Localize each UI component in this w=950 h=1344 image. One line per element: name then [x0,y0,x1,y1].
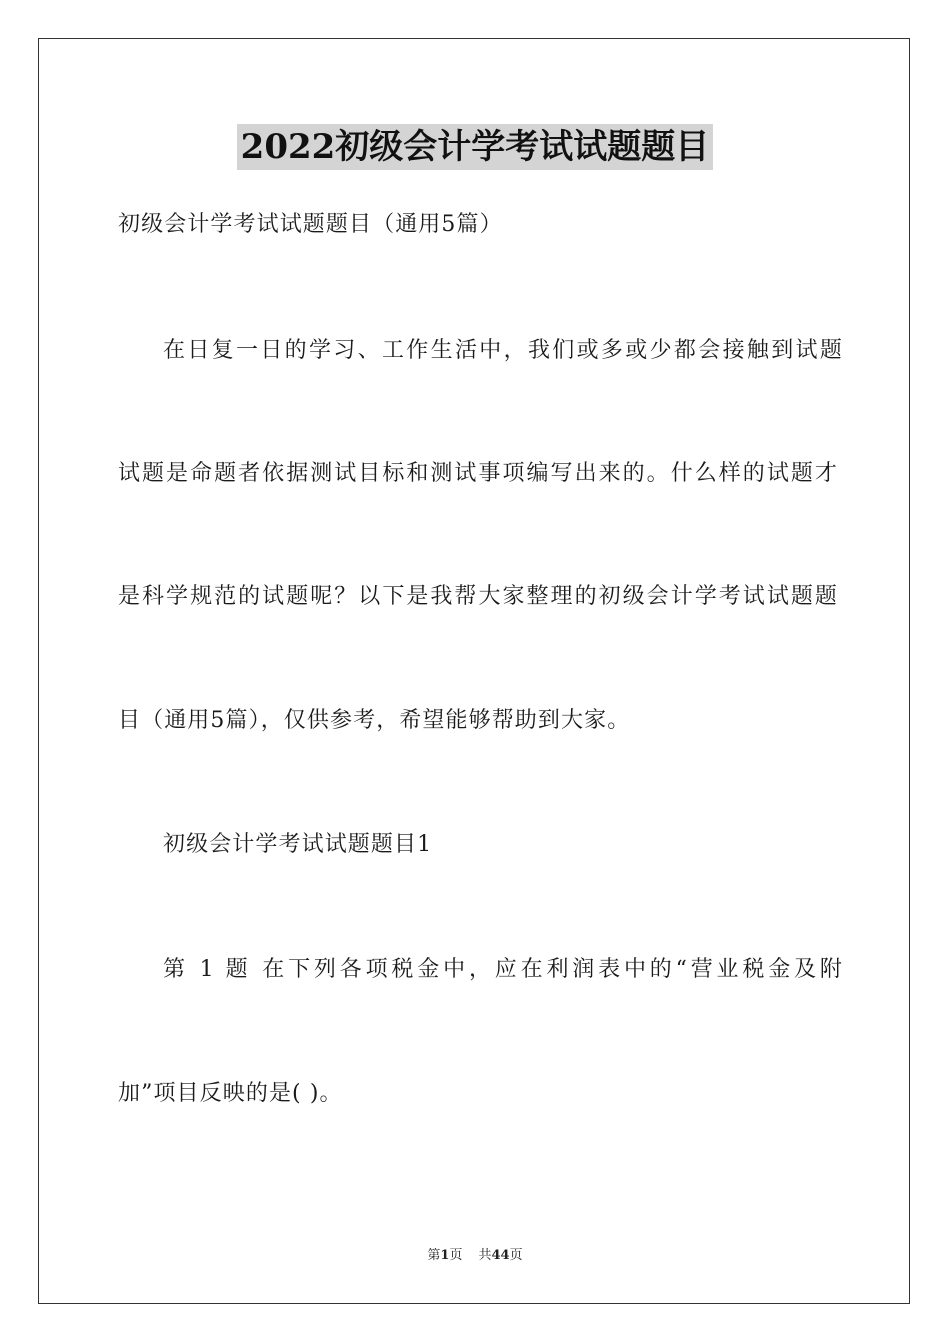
intro-line-1: 在日复一日的学习、工作生活中，我们或多或少都会接触到试题 [163,338,843,363]
intro-line-4: 目（通用5篇），仅供参考，希望能够帮助到大家。 [118,708,631,733]
question-line-1: 第 1 题 在下列各项税金中，应在利润表中的“营业税金及附 [163,957,843,982]
footer-page-prefix: 第 [427,1248,441,1263]
footer-total-suffix: 页 [509,1248,523,1263]
section-heading: 初级会计学考试试题题目1 [163,832,433,857]
footer-page-number: 1 [440,1248,450,1263]
document-subtitle: 初级会计学考试试题题目（通用5篇） [118,212,503,237]
intro-line-2: 试题是命题者依据测试目标和测试事项编写出来的。什么样的试题才 [118,461,838,486]
footer-page-suffix: 页 [449,1248,463,1263]
title-container [0,124,950,170]
question-line-2: 加”项目反映的是( )。 [118,1081,343,1106]
document-title: 2022初级会计学考试试题题目 [237,124,714,170]
intro-line-3: 是科学规范的试题呢？以下是我帮大家整理的初级会计学考试试题题 [118,584,838,609]
page-footer [0,1247,950,1265]
footer-total-pages: 44 [491,1248,510,1263]
footer-total-prefix: 共 [478,1248,492,1263]
